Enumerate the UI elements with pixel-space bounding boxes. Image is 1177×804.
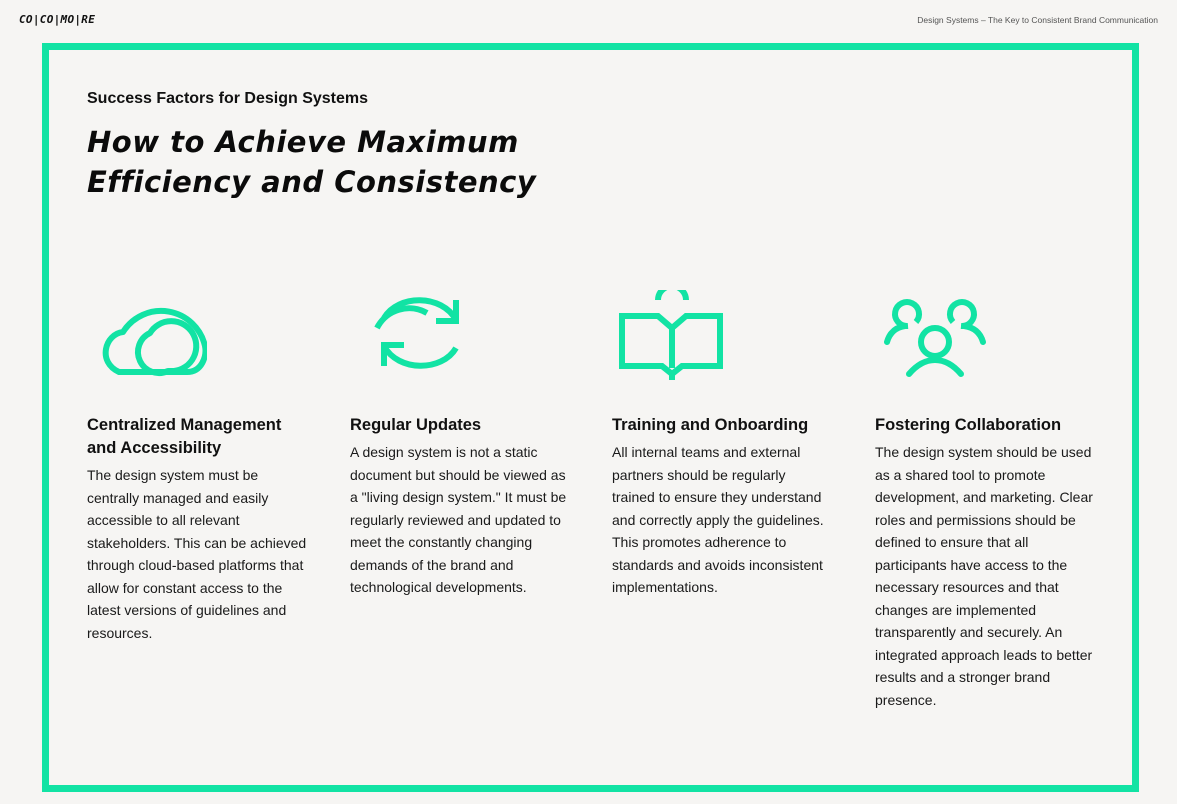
headline-line-1: How to Achieve Maximum	[87, 125, 519, 159]
factor-column-updates	[350, 290, 570, 599]
book-icon	[612, 290, 732, 390]
factor-column-collaboration	[875, 290, 1095, 711]
factor-body: A design system is not a static document but should be viewed as a "living design system." It must be regularly reviewed and updated to meet the constantly changing demands of the brand and technological developments.	[350, 444, 567, 595]
factor-title: Centralized Management and Accessibility	[87, 416, 282, 457]
factor-body: The design system should be used as a shared tool to promote development, and marketing. Clear roles and permissions should be defined to ensure that all participants have access to the necessary resources and that changes are implemented transparently and securely. An integrated approach leads to better results and a stronger brand presence.	[875, 444, 1093, 708]
factor-body: The design system must be centrally managed and easily accessible to all relevant stakeholders. This can be achieved through cloud-based platforms that allow for constant access to the latest versions of guidelines and resources.	[87, 467, 307, 641]
factor-body: All internal teams and external partners should be regularly trained to ensure they understand and correctly apply the guidelines. This promotes adherence to standards and avoids inconsistent implementations.	[612, 444, 824, 595]
factor-title: Regular Updates	[350, 416, 482, 434]
slide-headline	[87, 122, 536, 202]
factor-title: Fostering Collaboration	[875, 416, 1062, 434]
headline-line-2: Efficiency and Consistency	[87, 165, 537, 199]
slide-eyebrow: Success Factors for Design Systems	[87, 90, 369, 107]
users-icon	[875, 290, 995, 390]
brand-logo: CO|CO|MO|RE	[19, 13, 96, 26]
factor-column-centralized	[87, 290, 307, 644]
factor-column-training	[612, 290, 832, 599]
cloud-icon	[87, 290, 207, 390]
factor-title: Training and Onboarding	[612, 416, 809, 434]
refresh-icon	[350, 290, 470, 390]
document-title: Design Systems – The Key to Consistent Brand Communication	[917, 15, 1158, 25]
